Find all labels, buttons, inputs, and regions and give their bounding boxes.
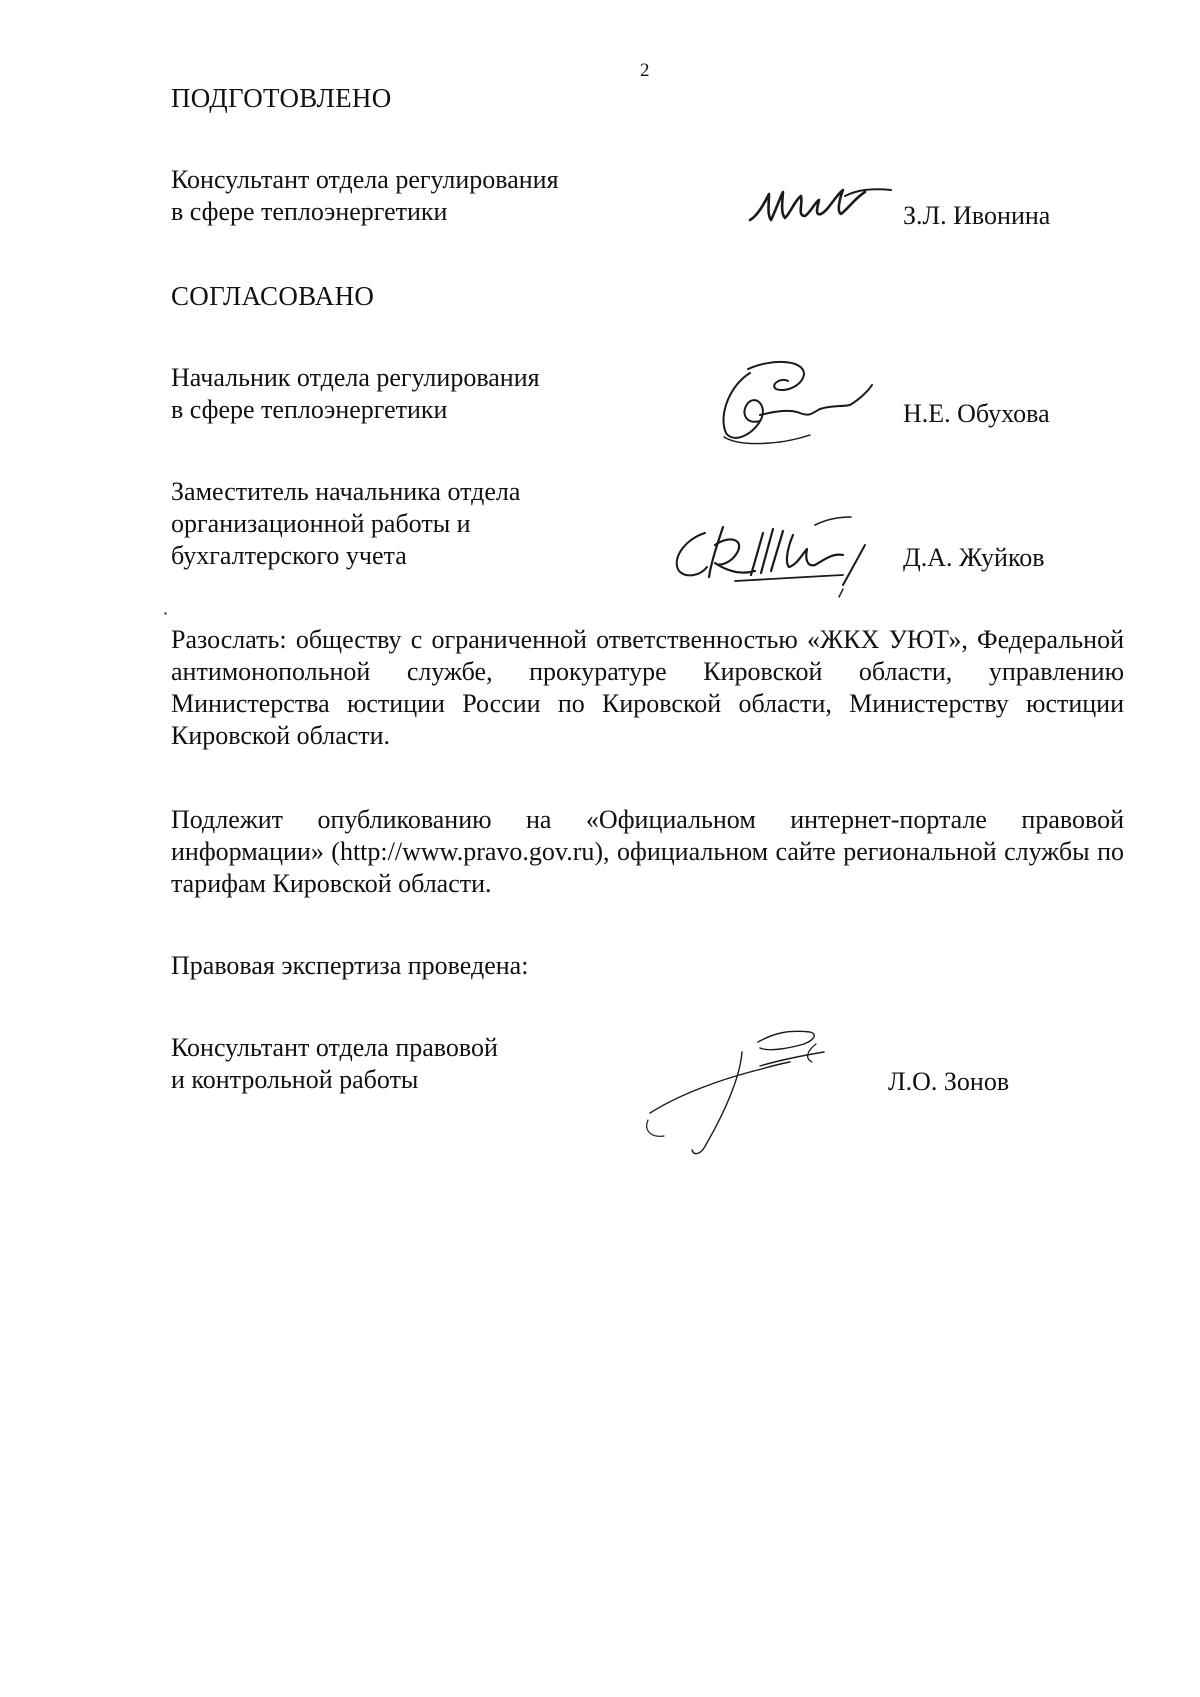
zhuikov-position-line-2: организационной работы и bbox=[171, 509, 471, 538]
signature-zonov bbox=[640, 1018, 840, 1168]
signature-ivonina bbox=[745, 182, 895, 237]
scan-speck bbox=[164, 612, 167, 615]
publication-text: Подлежит опубликованию на «Официальном интернет-портале правовой информации» (http://www.pravo.gov.ru), официальном сайте региональной службы по тарифам Кировской области. bbox=[171, 805, 1124, 898]
prepared-position-line-1: Консультант отдела регулирования bbox=[171, 165, 559, 194]
prepared-name: З.Л. Ивонина bbox=[903, 201, 1051, 230]
signature-zhuikov bbox=[665, 505, 900, 600]
prepared-heading: ПОДГОТОВЛЕНО bbox=[171, 83, 392, 113]
obukhova-position-line-1: Начальник отдела регулирования bbox=[171, 363, 540, 392]
obukhova-position-line-2: в сфере теплоэнергетики bbox=[171, 395, 448, 424]
zhuikov-position-line-1: Заместитель начальника отдела bbox=[171, 477, 521, 506]
agreed-heading: СОГЛАСОВАНО bbox=[171, 281, 375, 311]
zhuikov-position-line-3: бухгалтерского учета bbox=[171, 541, 407, 570]
obukhova-name: Н.Е. Обухова bbox=[903, 399, 1050, 428]
legal-review-name: Л.О. Зонов bbox=[888, 1067, 1010, 1096]
legal-review-label: Правовая экспертиза проведена: bbox=[171, 951, 529, 980]
distribution-text: Разослать: обществу с ограниченной ответственностью «ЖКХ УЮТ», Федеральной антимонопольной службе, прокуратуре Кировской области, управлению Министерства юстиции России по Кировской области, Министерству юстиции Кировской области. bbox=[171, 625, 1124, 750]
prepared-position-line-2: в сфере теплоэнергетики bbox=[171, 197, 448, 226]
legal-review-position-line-2: и контрольной работы bbox=[171, 1065, 419, 1094]
signature-obukhova bbox=[700, 355, 880, 450]
zhuikov-name: Д.А. Жуйков bbox=[903, 543, 1045, 572]
legal-review-position-line-1: Консультант отдела правовой bbox=[171, 1033, 498, 1062]
page-number: 2 bbox=[640, 60, 650, 81]
